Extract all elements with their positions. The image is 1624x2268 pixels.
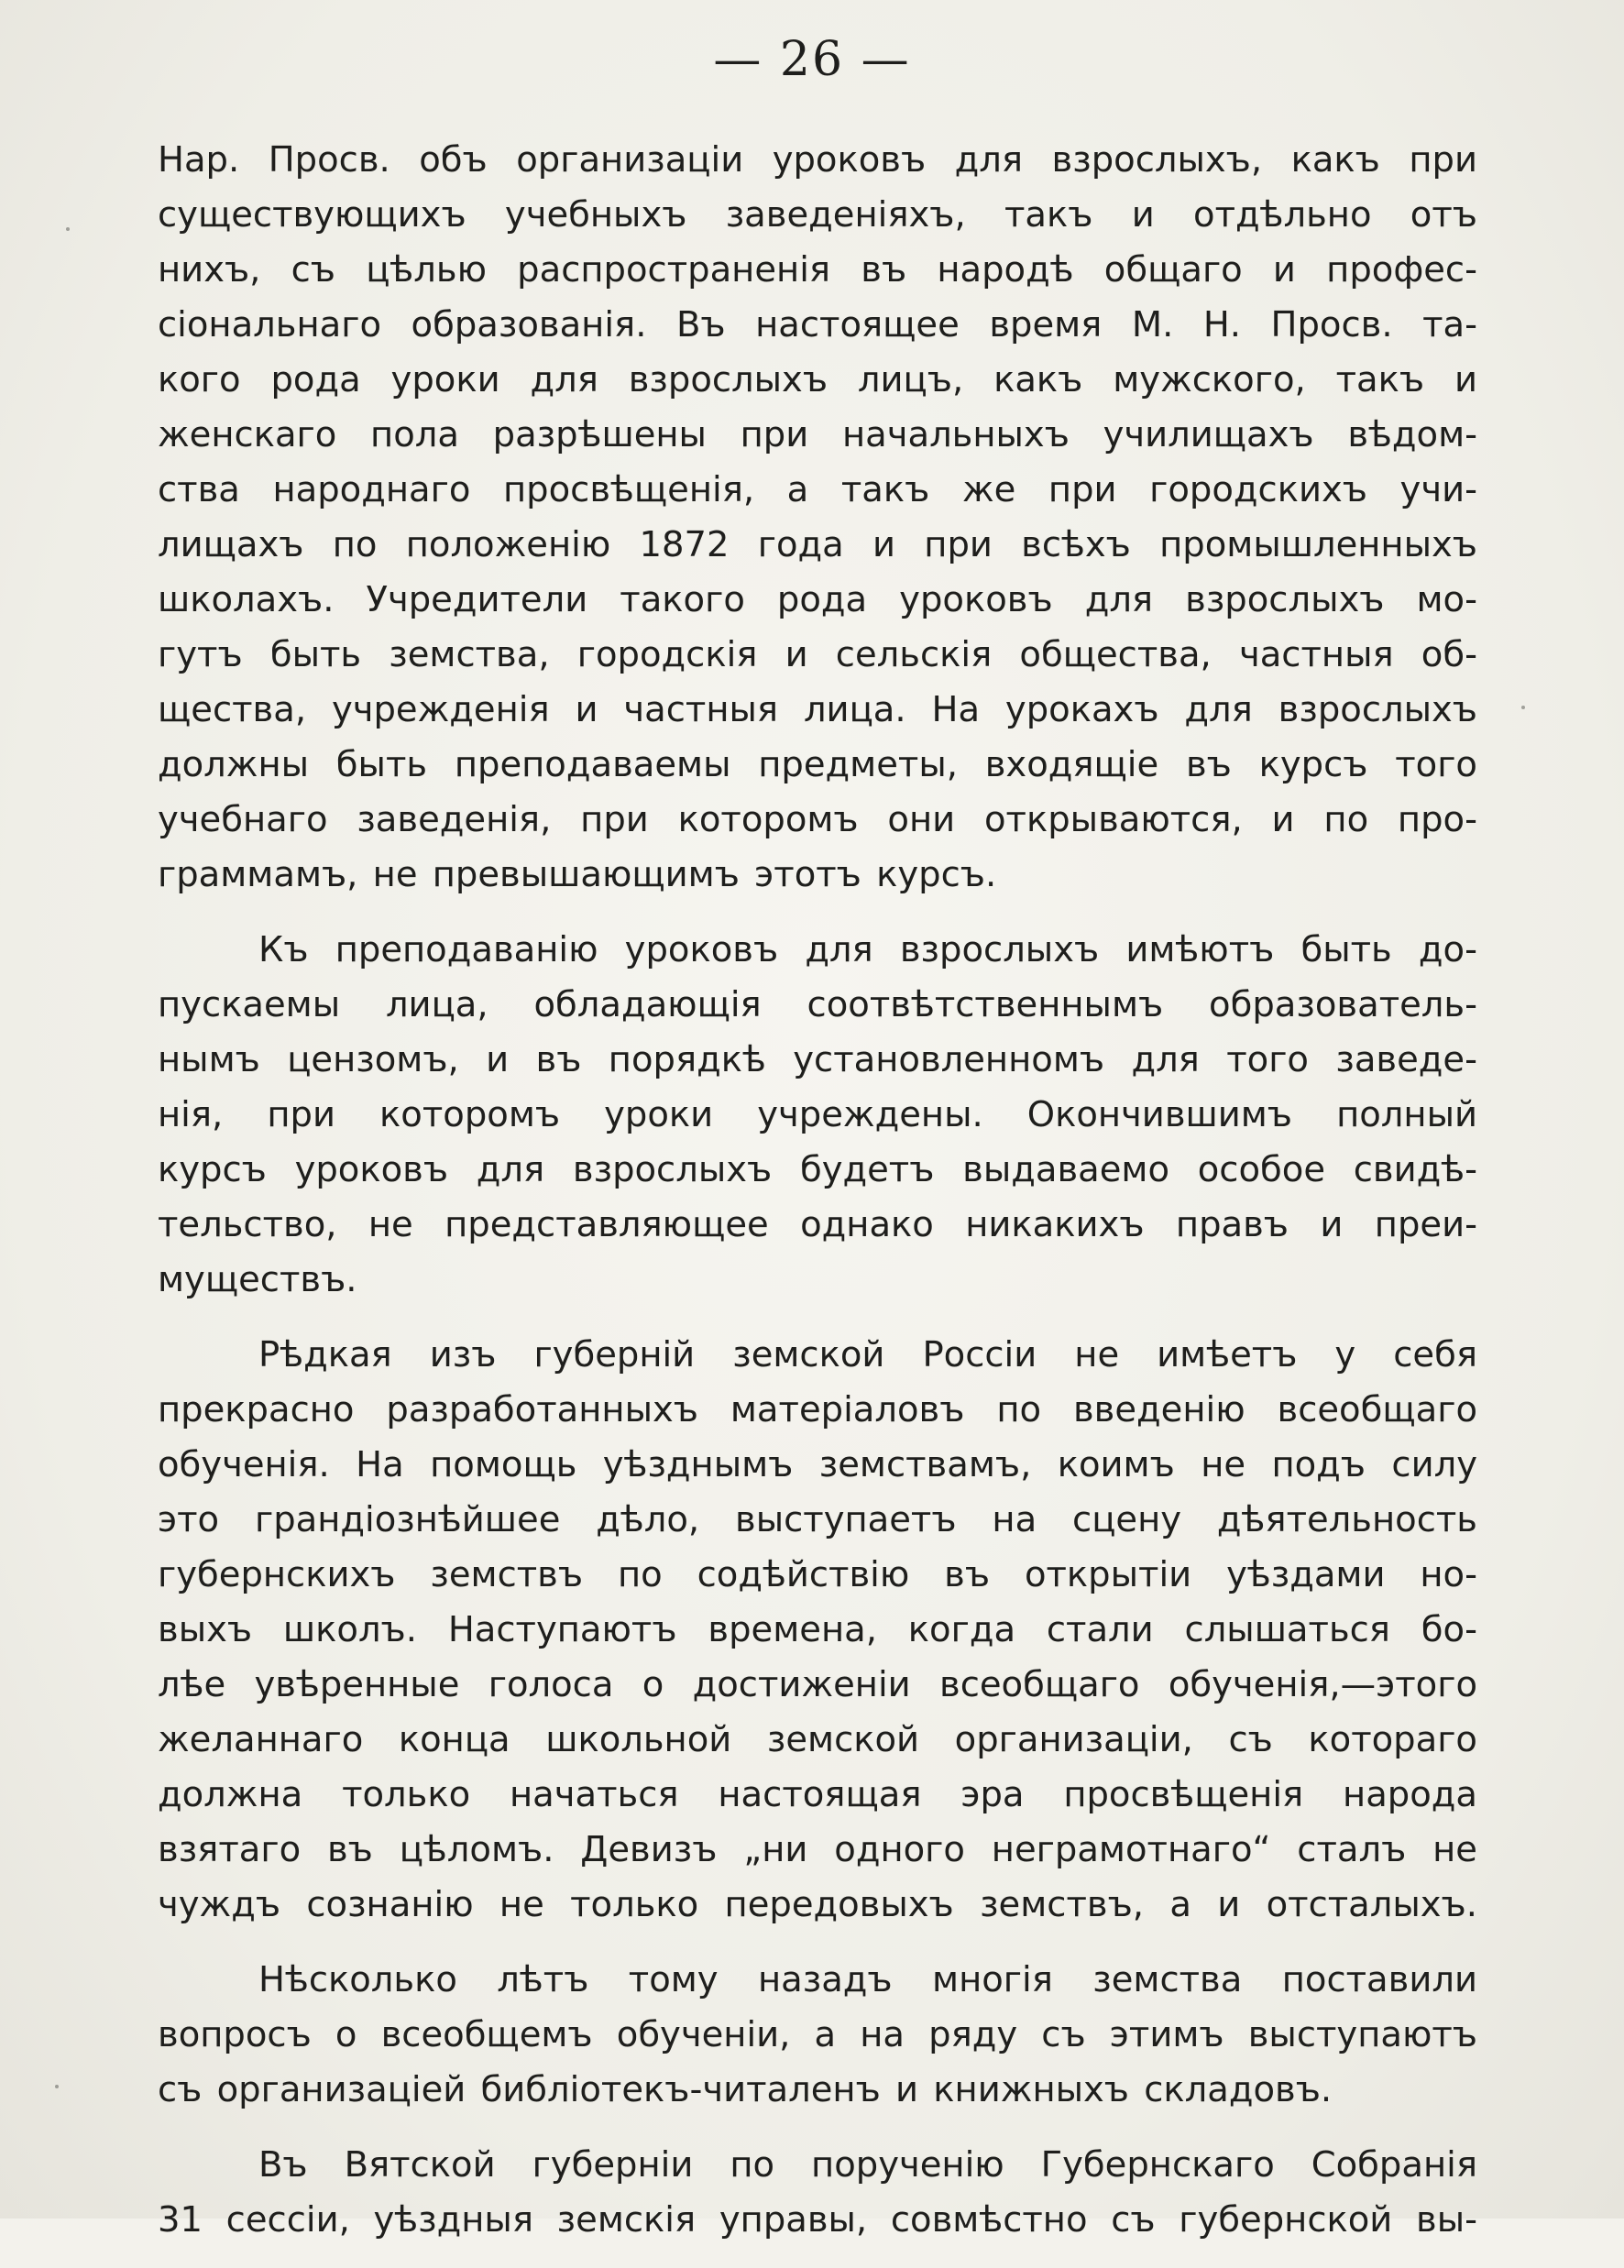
text-line: Нѣсколько лѣтъ тому назадъ многія земства поставили (258, 1959, 1477, 2000)
text-line: лѣе увѣренные голоса о достиженіи всеобщаго обученія,—этого (158, 1664, 1477, 1705)
text-line: Въ Вятской губерніи по порученію Губернскаго Собранія (258, 2144, 1477, 2186)
text-line: сіональнаго образованія. Въ настоящее время М. Н. Просв. та- (158, 304, 1477, 345)
paragraph-5 (158, 2138, 1477, 2248)
text-line: школахъ. Учредители такого рода уроковъ для взрослыхъ мо- (158, 579, 1477, 620)
text-line: Нар. Просв. объ организаціи уроковъ для взрослыхъ, какъ при (158, 139, 1477, 181)
text-line: нихъ, съ цѣлью распространенія въ народѣ общаго и профес- (158, 249, 1477, 290)
text-line: курсъ уроковъ для взрослыхъ будетъ выдаваемо особое свидѣ- (158, 1149, 1477, 1190)
text-line: должна только начаться настоящая эра просвѣщенія народа (158, 1774, 1477, 1815)
text-line: прекрасно разработанныхъ матеріаловъ по введенію всеобщаго (158, 1389, 1477, 1430)
text-line: тельство, не представляющее однако никакихъ правъ и преи- (158, 1204, 1477, 1245)
text-line: женскаго пола разрѣшены при начальныхъ училищахъ вѣдом- (158, 414, 1477, 455)
text-line: съ организаціей библіотекъ-читаленъ и книжныхъ складовъ. (158, 2069, 1333, 2110)
paragraph-3 (158, 1328, 1477, 1933)
text-line: нія, при которомъ уроки учреждены. Окончившимъ полный (158, 1094, 1477, 1135)
paragraph-2 (158, 923, 1477, 1308)
body-text (158, 133, 1477, 2268)
text-line: гутъ быть земства, городскія и сельскія общества, частныя об- (158, 634, 1477, 675)
page-number: — 26 — (713, 32, 911, 87)
paper-speck (66, 227, 70, 231)
text-line: это грандіознѣйшее дѣло, выступаетъ на сцену дѣятельность (158, 1499, 1477, 1540)
text-line: Рѣдкая изъ губерній земской Россіи не имѣетъ у себя (258, 1334, 1477, 1375)
text-line: учебнаго заведенія, при которомъ они открываются, и по про- (158, 799, 1477, 840)
paragraph-1 (158, 133, 1477, 903)
text-line: муществъ. (158, 1259, 357, 1300)
text-line: должны быть преподаваемы предметы, входящіе въ курсъ того (158, 744, 1477, 785)
text-line: губернскихъ земствъ по содѣйствію въ открытіи уѣздами но- (158, 1554, 1477, 1595)
text-line: выхъ школъ. Наступаютъ времена, когда стали слышаться бо- (158, 1609, 1477, 1650)
text-line: кого рода уроки для взрослыхъ лицъ, какъ мужского, такъ и (158, 359, 1477, 400)
paragraph-4 (158, 1953, 1477, 2118)
text-line: лищахъ по положенію 1872 года и при всѣхъ промышленныхъ (158, 524, 1477, 565)
text-line: вопросъ о всеобщемъ обученіи, а на ряду съ этимъ выступаютъ (158, 2014, 1477, 2055)
text-line: чуждъ сознанію не только передовыхъ земствъ, а и отсталыхъ. (158, 1884, 1477, 1925)
text-line: пускаемы лица, обладающія соотвѣтственнымъ образователь- (158, 984, 1477, 1025)
text-line: ства народнаго просвѣщенія, а такъ же при городскихъ учи- (158, 469, 1477, 510)
text-line: существующихъ учебныхъ заведеніяхъ, такъ и отдѣльно отъ (158, 194, 1477, 236)
text-line: нымъ цензомъ, и въ порядкѣ установленномъ для того заведе- (158, 1039, 1477, 1080)
paper-speck (55, 2085, 59, 2088)
text-line: граммамъ, не превышающимъ этотъ курсъ. (158, 854, 997, 895)
text-line: 31 сессіи, уѣздныя земскія управы, совмѣстно съ губернской вы- (158, 2199, 1477, 2241)
text-line: взятаго въ цѣломъ. Девизъ „ни одного неграмотнаго“ сталъ не (158, 1829, 1477, 1870)
text-line: желаннаго конца школьной земской организаціи, съ котораго (158, 1719, 1477, 1760)
paper-speck (1521, 706, 1525, 709)
text-line: Къ преподаванію уроковъ для взрослыхъ имѣютъ быть до- (258, 929, 1477, 970)
text-line: обученія. На помощь уѣзднымъ земствамъ, коимъ не подъ силу (158, 1444, 1477, 1485)
text-line: щества, учрежденія и частныя лица. На урокахъ для взрослыхъ (158, 689, 1477, 730)
